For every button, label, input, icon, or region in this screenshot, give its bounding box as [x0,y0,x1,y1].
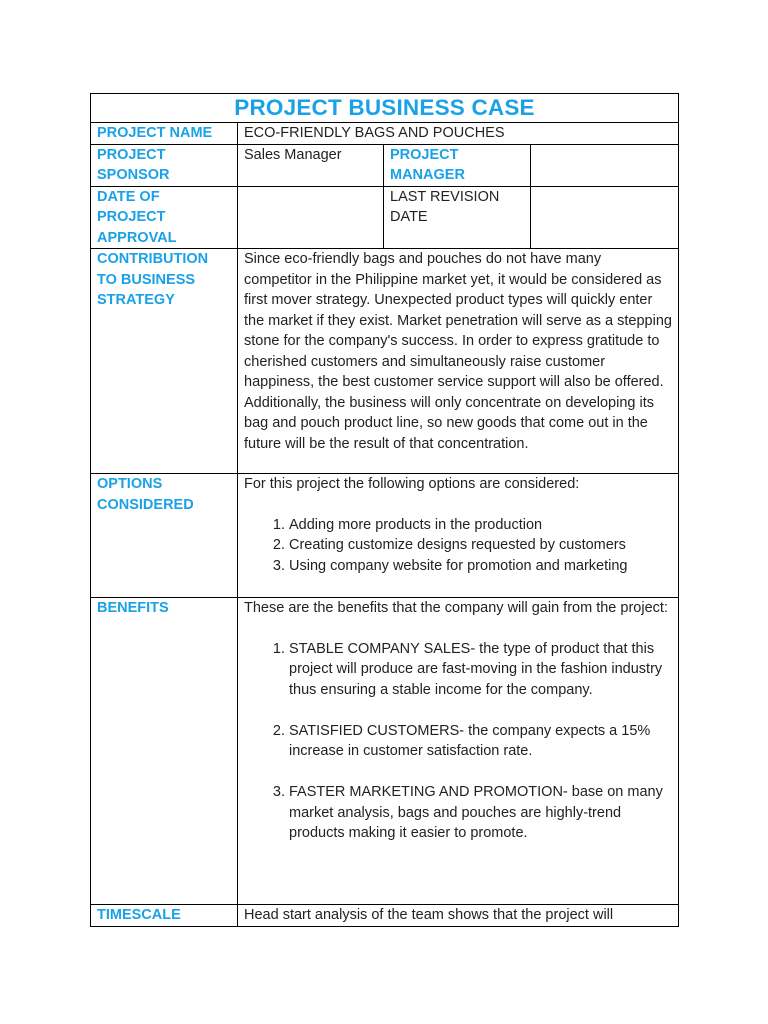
approval-label-line1: DATE OF [97,188,160,205]
list-item: 2. Creating customize designs requested by customers [289,535,672,556]
sponsor-row [91,144,679,186]
approval-label-cell [91,186,238,249]
manager-label-line2: MANAGER [390,167,465,183]
approval-row [91,186,679,249]
options-label-line2: CONSIDERED [97,496,194,513]
benefits-label-cell [91,598,238,905]
sponsor-label-cell [91,144,238,186]
benefits-intro: These are the benefits that the company will gain from the project: [244,600,668,616]
benefits-label: BENEFITS [97,600,169,616]
contribution-text-cell [238,249,679,474]
list-item: 3. Using company website for promotion and marketing [289,556,672,577]
timescale-row [91,905,679,927]
manager-label-cell [384,144,531,186]
approval-value-cell [238,186,384,249]
contribution-label-cell [91,249,238,474]
document-title: PROJECT BUSINESS CASE [234,95,535,120]
sponsor-label-line1: PROJECT [97,146,166,163]
revision-label-line2: DATE [390,209,428,225]
sponsor-value: Sales Manager [244,146,342,163]
title-cell [91,94,679,123]
contribution-label-line1: CONTRIBUTION [97,251,209,267]
sponsor-value-cell [238,144,384,186]
list-item: 1. Adding more products in the production [289,515,672,536]
business-case-table [90,93,679,927]
list-item: 2. SATISFIED CUSTOMERS- the company expects a 15% increase in customer satisfaction rate. [289,721,672,762]
contribution-label-line3: STRATEGY [97,292,175,308]
timescale-label-cell [91,905,238,927]
manager-label-line1: PROJECT [390,146,459,163]
project-name-value-cell [238,123,679,145]
approval-label-line3: APPROVAL [97,229,177,246]
project-name-label: PROJECT NAME [97,125,213,141]
benefits-text-cell [238,598,679,905]
revision-label-line1: LAST REVISION [390,188,500,205]
options-label-line1: OPTIONS [97,476,163,492]
contribution-label-line2: TO BUSINESS [97,271,196,288]
timescale-text: Head start analysis of the team shows that the project will [244,907,614,923]
timescale-text-cell [238,905,679,927]
options-list [244,515,672,577]
list-item: 3. FASTER MARKETING AND PROMOTION- base on many market analysis, bags and pouches are highly-trend products making it easier to promote. [289,782,672,844]
benefits-row [91,598,679,905]
project-name-row [91,123,679,145]
options-text-cell [238,474,679,598]
options-intro: For this project the following options are considered: [244,476,580,492]
timescale-label: TIMESCALE [97,907,181,923]
contribution-text: Since eco-friendly bags and pouches do not have many competitor in the Philippine market yet, it would be considered as first mover strategy. Unexpected product types will quickly enter the market if they exist. Market penetration will serve as a stepping stone for the company's success. In order to express gratitude to cherished customers and simultaneously raise customer happiness, the best customer service support will also be offered. Additionally, the business will only concentrate on developing its bag and pouch product line, so new goods that come out in the future will be the result of that concentration. [244,251,672,452]
revision-label-cell [384,186,531,249]
manager-value-cell [531,144,679,186]
revision-value-cell [531,186,679,249]
project-name-label-cell [91,123,238,145]
options-label-cell [91,474,238,598]
sponsor-label-line2: SPONSOR [97,167,170,183]
project-name-value: ECO-FRIENDLY BAGS AND POUCHES [244,125,505,141]
contribution-row [91,249,679,474]
benefits-list [244,639,672,844]
title-row [91,94,679,123]
approval-label-line2: PROJECT [97,209,166,225]
options-row [91,474,679,598]
list-item: 1. STABLE COMPANY SALES- the type of product that this project will produce are fast-moving in the fashion industry thus ensuring a stable income for the company. [289,639,672,701]
